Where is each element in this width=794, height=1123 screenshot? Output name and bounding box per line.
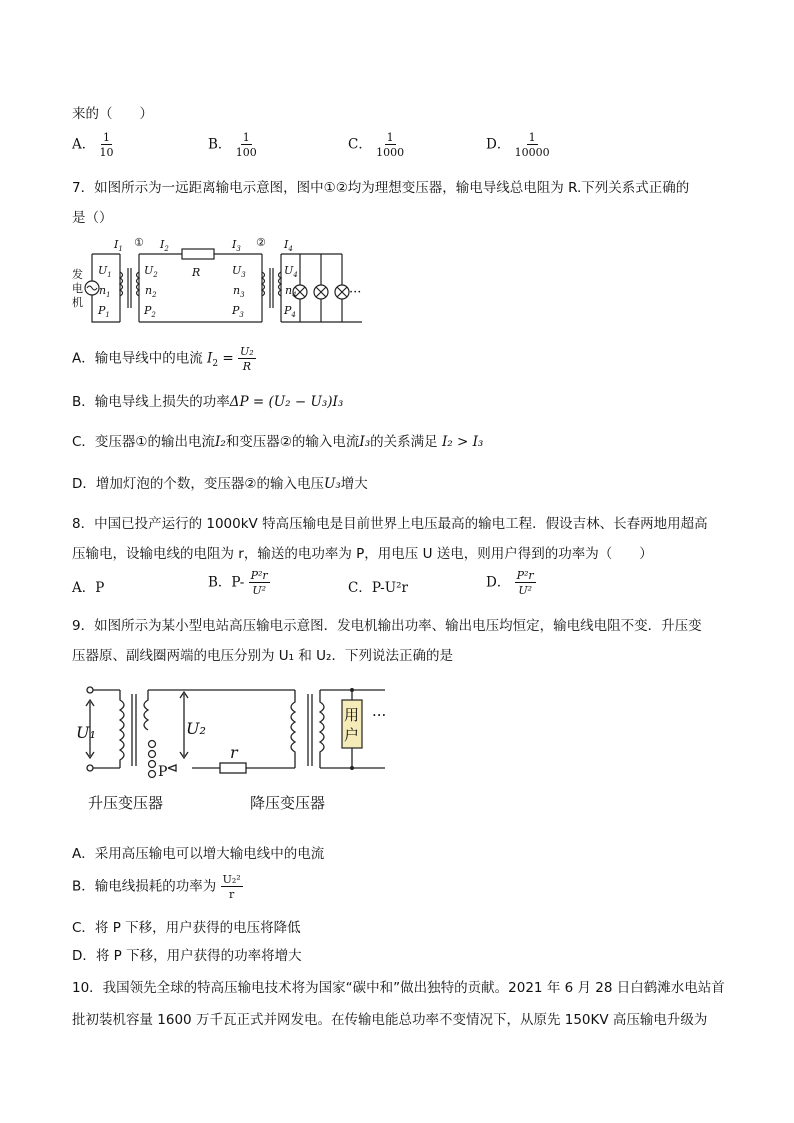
- label-n4: $n_4$: [285, 284, 297, 299]
- fraction: $\frac{1}{10}$: [99, 131, 114, 159]
- user-label-1: 用: [344, 706, 360, 724]
- q9-option-d: D．将 P 下移，用户获得的功率将增大: [72, 948, 302, 964]
- label-n1: $n_1$: [99, 284, 111, 299]
- q7-stem-line2: 是（）: [72, 210, 113, 226]
- fraction: $\frac{\text{P²r}}{\text{U²}}$: [516, 569, 534, 597]
- q10-line1: 10．我国领先全球的特高压输电技术将为国家“碳中和”做出独特的贡献。2021 年 6 月 28 日白鹤滩水电站首: [72, 980, 725, 996]
- label-U2: U₂: [186, 719, 206, 738]
- user-label-2: 户: [344, 726, 360, 744]
- q7-option-c: C．变压器①的输出电流I₂和变压器②的输入电流I₃的关系满足 I₂ > I₃: [72, 434, 484, 450]
- q6-option-c: C． $\frac{1}{1000}$: [348, 131, 405, 159]
- gen-label-2: 电: [72, 282, 83, 295]
- q6-option-d: D． $\frac{1}{10000}$: [486, 131, 550, 159]
- label-I3: $I_3$: [232, 238, 241, 253]
- q7-circuit-diagram: [72, 234, 372, 334]
- label-P: P: [158, 764, 168, 780]
- q6-option-b: B． $\frac{1}{100}$: [208, 131, 257, 159]
- q9-option-a: A．采用高压输电可以增大输电线中的电流: [72, 846, 325, 862]
- fraction: $\frac{\text{P²r}}{\text{U²}}$: [250, 569, 268, 597]
- label-n2: $n_2$: [145, 284, 157, 299]
- q8-line2: 压输电，设输电线的电阻为 r，输送的电功率为 P，用电压 U 送电，则用户得到的功率为（ ）: [72, 546, 653, 562]
- transformer-2-label: ②: [256, 236, 266, 249]
- label-r: r: [230, 743, 238, 762]
- label-U1: U₁: [76, 723, 96, 742]
- gen-label-1: 发: [72, 268, 83, 281]
- step-up-label: 升压变压器: [88, 794, 164, 812]
- fraction: $\frac{\text{U₂²}}{r}$: [222, 873, 241, 901]
- step-down-label: 降压变压器: [250, 794, 326, 812]
- q8-option-a: A．P: [72, 580, 105, 596]
- label-P3: $P_3$: [232, 304, 244, 319]
- transformer-1-label: ①: [134, 236, 144, 249]
- label-P2: $P_2$: [144, 304, 156, 319]
- label-P4: $P_4$: [284, 304, 296, 319]
- q8-option-c: C．P-U²r: [348, 580, 408, 596]
- q6-tail: 来的（ ）: [72, 106, 153, 122]
- fraction: $\frac{\text{U₂}}{R}$: [240, 345, 254, 373]
- q10-line2: 批初装机容量 1600 万千瓦正式并网发电。在传输电能总功率不变情况下，从原先 150KV 高压输电升级为: [72, 1012, 708, 1028]
- q8-line1: 8．中国已投产运行的 1000kV 特高压输电是目前世界上电压最高的输电工程．假设吉林、长春两地用超高: [72, 516, 708, 532]
- label-R: R: [192, 266, 201, 279]
- lamp-icon: [335, 285, 349, 299]
- q7-option-a: A．输电导线中的电流 $I_2$ = $\frac{\text{U₂}}{R}$: [72, 345, 254, 373]
- fraction: $\frac{1}{1000}$: [376, 131, 405, 159]
- q8-option-b: B．P- $\frac{\text{P²r}}{\text{U²}}$: [208, 569, 268, 597]
- q7-option-b: B．输电导线上损失的功率ΔP = (U₂ − U₃)I₃: [72, 394, 344, 410]
- label-U3: $U_3$: [232, 264, 246, 279]
- label-I1: $I_1$: [114, 238, 123, 253]
- lamp-icon: [314, 285, 328, 299]
- q6-option-a: A． $\frac{1}{10}$: [72, 131, 114, 159]
- fraction: $\frac{1}{10000}$: [514, 131, 550, 159]
- label-U1: $U_1$: [98, 264, 112, 279]
- label-P1: $P_1$: [98, 304, 110, 319]
- fraction: $\frac{1}{100}$: [235, 131, 257, 159]
- load-dots: ···: [349, 285, 362, 300]
- tap-contact-icon: [149, 741, 156, 778]
- q7-option-d: D．增加灯泡的个数，变压器②的输入电压U₃增大: [72, 476, 368, 492]
- q9-option-b: B．输电线损耗的功率为 $\frac{\text{U₂²}}{r}$: [72, 873, 241, 901]
- label-n3: $n_3$: [233, 284, 245, 299]
- load-dots: ···: [372, 706, 387, 724]
- gen-label-3: 机: [72, 296, 83, 309]
- q9-line1: 9．如图所示为某小型电站高压输电示意图．发电机输出功率、输出电压均恒定，输电线电阻不变．升压变: [72, 618, 702, 634]
- q8-option-d: D． $\frac{\text{P²r}}{\text{U²}}$: [486, 569, 534, 597]
- label-U2: $U_2$: [144, 264, 158, 279]
- q9-circuit-diagram: [76, 680, 400, 820]
- q7-stem-line1: 7．如图所示为一远距离输电示意图，图中①②均为理想变压器，输电导线总电阻为 R.下列关系式正确的: [72, 180, 690, 196]
- label-I2: $I_2$: [160, 238, 169, 253]
- label-U4: $U_4$: [284, 264, 298, 279]
- q9-option-c: C．将 P 下移，用户获得的电压将降低: [72, 920, 301, 936]
- label-I4: $I_4$: [284, 238, 293, 253]
- q9-line2: 压器原、副线圈两端的电压分别为 U₁ 和 U₂．下列说法正确的是: [72, 648, 453, 664]
